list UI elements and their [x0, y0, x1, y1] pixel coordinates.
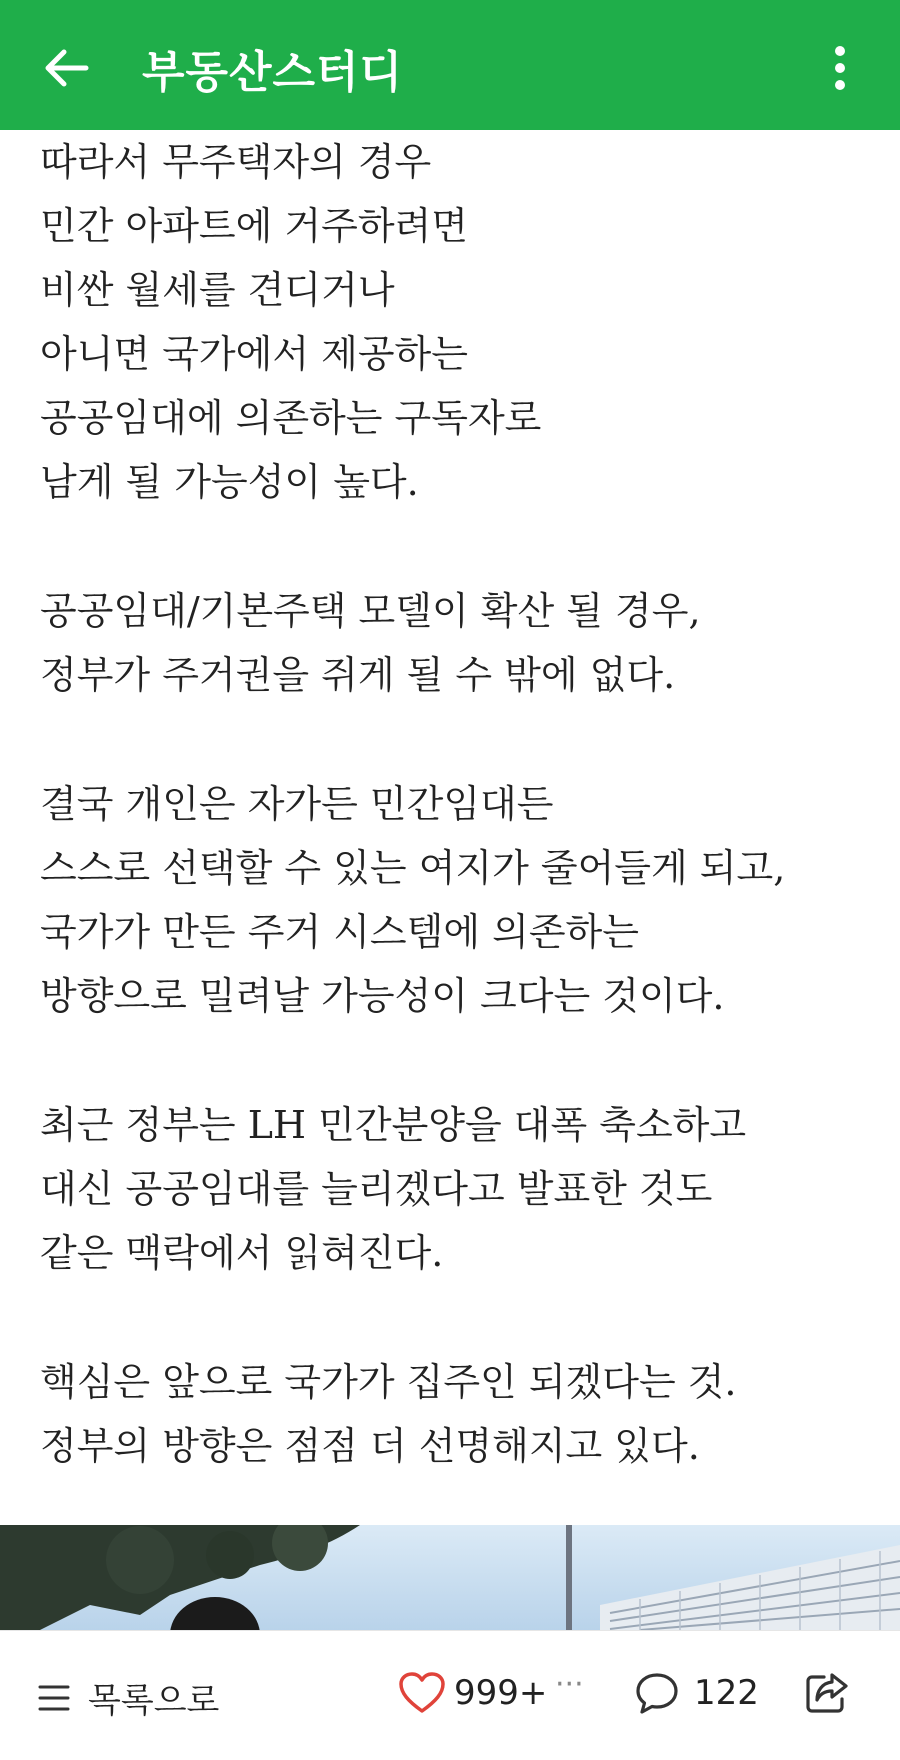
- text-line: 핵심은 앞으로 국가가 집주인 되겠다는 것.: [40, 1360, 737, 1404]
- text-line: 정부가 주거권을 쥐게 될 수 밖에 없다.: [40, 653, 676, 697]
- more-reactions-button[interactable]: [555, 1667, 584, 1702]
- heart-icon: [398, 1671, 446, 1715]
- article-image[interactable]: [0, 1525, 900, 1630]
- text-line: 같은 맥락에서 읽혀진다.: [40, 1231, 444, 1275]
- text-line: 최근 정부는 LH 민간분양을 대폭 축소하고: [40, 1103, 747, 1147]
- paragraph: [40, 130, 870, 514]
- text-line: 결국 개인은 자가든 민간임대든: [40, 782, 554, 826]
- back-to-list-label: 목록으로: [88, 1681, 220, 1721]
- share-button[interactable]: [804, 1671, 850, 1715]
- page-title: 부동산스터디: [142, 47, 404, 98]
- text-line: 스스로 선택할 수 있는 여지가 줄어들게 되고,: [40, 846, 786, 890]
- text-line: 공공임대/기본주택 모델이 확산 될 경우,: [40, 589, 701, 633]
- bottom-action-bar: [0, 1630, 900, 1760]
- comment-icon: [634, 1671, 680, 1715]
- text-line: 국가가 만든 주거 시스템에 의존하는: [40, 910, 639, 954]
- text-line: 공공임대에 의존하는 구독자로: [40, 396, 542, 440]
- app-bar: [0, 0, 900, 130]
- menu-icon: [38, 1684, 70, 1712]
- text-line: 따라서 무주택자의 경우: [40, 140, 432, 184]
- paragraph: [40, 1093, 870, 1285]
- article-body: [40, 130, 870, 1543]
- text-line: 남게 될 가능성이 높다.: [40, 460, 419, 504]
- like-count: 999+: [454, 1673, 548, 1713]
- back-button[interactable]: [38, 40, 94, 96]
- back-to-list-button[interactable]: [38, 1673, 219, 1722]
- arrow-left-icon: [42, 48, 90, 88]
- like-button[interactable]: [398, 1671, 547, 1715]
- more-options-button[interactable]: [820, 40, 860, 96]
- more-vertical-icon: [834, 46, 846, 90]
- share-icon: [804, 1671, 850, 1715]
- text-line: 아니면 국가에서 제공하는: [40, 332, 468, 376]
- text-line: 대신 공공임대를 늘리겠다고 발표한 것도: [40, 1167, 713, 1211]
- comment-button[interactable]: [634, 1671, 759, 1715]
- text-line: 비싼 월세를 견디거나: [40, 268, 395, 312]
- text-line: 방향으로 밀려날 가능성이 크다는 것이다.: [40, 974, 725, 1018]
- more-reactions-label: ···: [555, 1667, 584, 1702]
- text-line: 정부의 방향은 점점 더 선명해지고 있다.: [40, 1424, 700, 1468]
- comment-count: 122: [694, 1673, 759, 1713]
- text-line: 민간 아파트에 거주하려면: [40, 204, 468, 248]
- photo-illustration: [0, 1525, 900, 1630]
- paragraph: [40, 579, 870, 707]
- paragraph: [40, 772, 870, 1028]
- paragraph: [40, 1350, 870, 1478]
